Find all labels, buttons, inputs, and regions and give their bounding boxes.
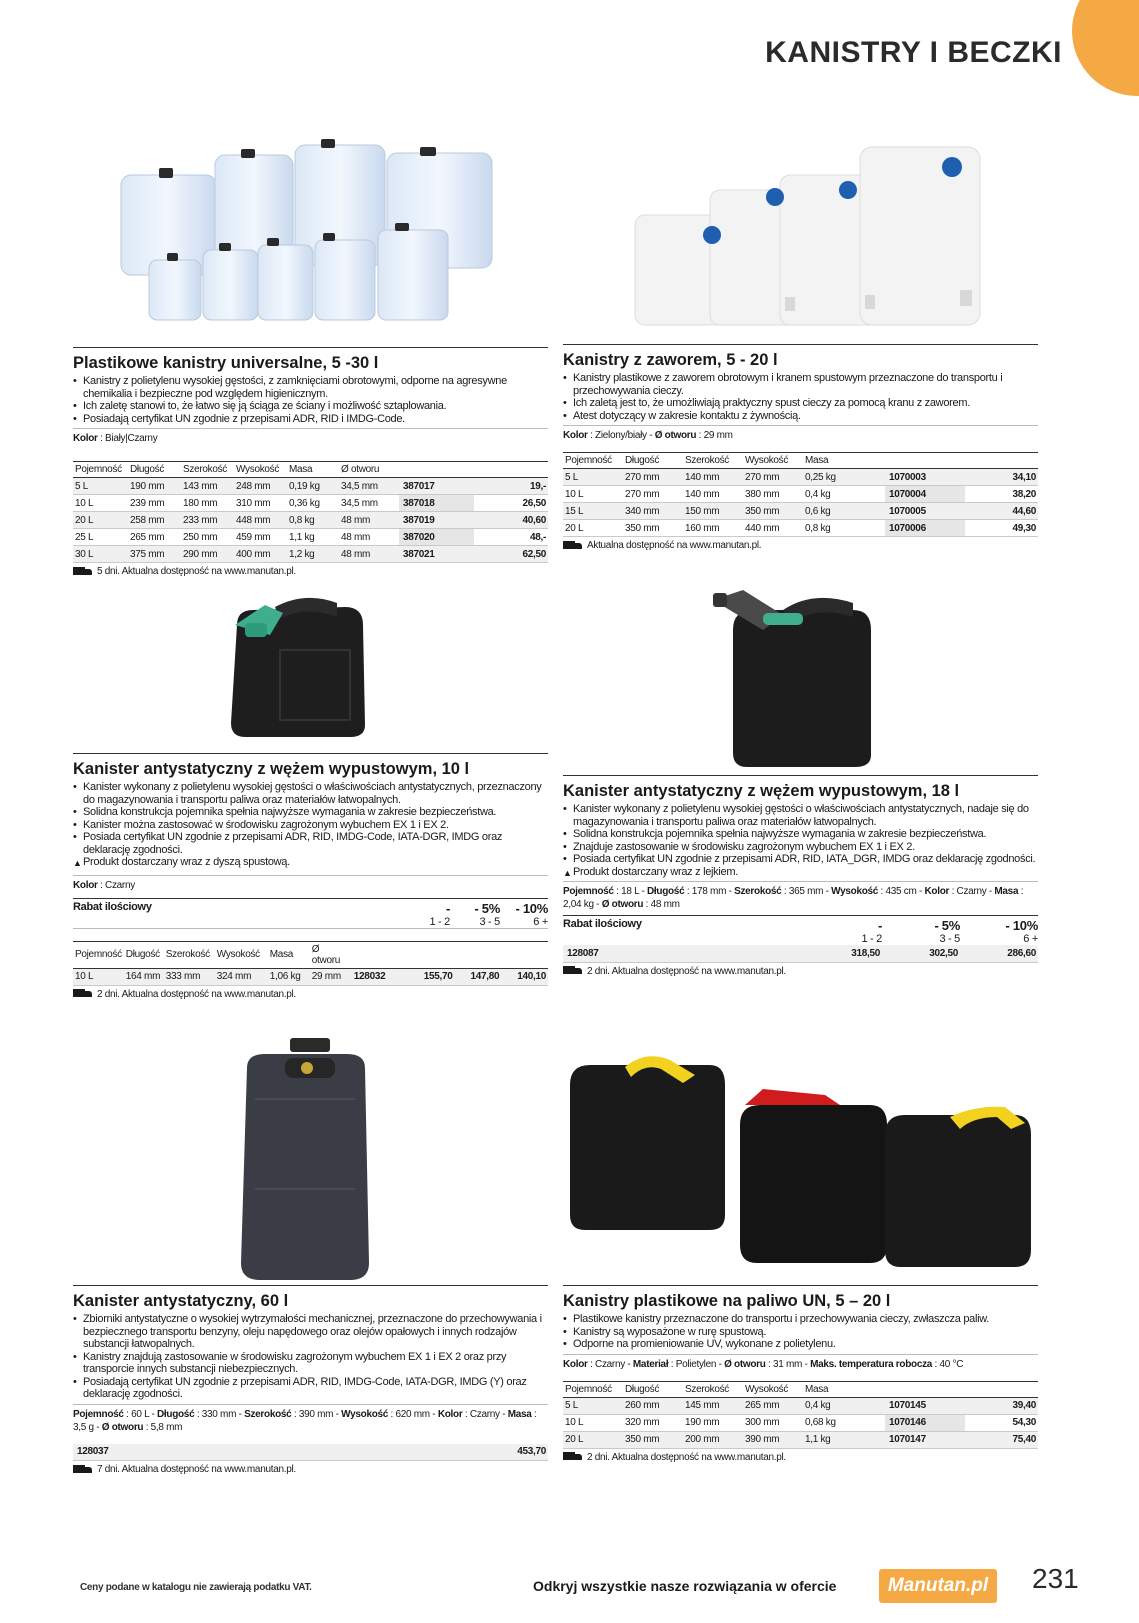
table-cell: 333 mm xyxy=(164,968,215,985)
table-cell: 459 mm xyxy=(234,529,287,546)
quantity-row: 1 - 2 3 - 5 6 + xyxy=(861,933,1038,945)
delivery-info: 7 dni. Aktualna dostępność na www.manutan.pl. xyxy=(73,1464,548,1475)
table-cell: 180 mm xyxy=(181,495,234,512)
table-row xyxy=(73,495,548,512)
price-cell: 48,- xyxy=(474,529,548,546)
delivery-info: 5 dni. Aktualna dostępność na www.manutan.pl. xyxy=(73,566,548,577)
product-title: Kanister antystatyczny z wężem wypustowym, 10 l xyxy=(73,760,470,778)
table-row xyxy=(563,503,1038,520)
product-antistatic-60l xyxy=(73,1285,548,1475)
price-cell: 302,50 xyxy=(882,945,960,962)
article-number[interactable]: 387020 xyxy=(399,529,474,546)
price-cell: 44,60 xyxy=(965,503,1038,520)
table-row xyxy=(563,1414,1038,1431)
table-row xyxy=(563,1397,1038,1414)
table-cell: 320 mm xyxy=(623,1414,683,1431)
table-cell: 290 mm xyxy=(181,546,234,563)
table-cell: 310 mm xyxy=(234,495,287,512)
table-cell: 5 L xyxy=(563,1397,623,1414)
product-meta: Pojemność : 60 L - Długość : 330 mm - Szerokość : 390 mm - Wysokość : 620 mm - Kolor : Czarny - Masa : 3,5 g - Ø otworu : 5,8 mm xyxy=(73,1404,548,1434)
truck-icon xyxy=(73,567,93,577)
product-meta: Kolor : Czarny - Materiał : Polietylen - Ø otworu : 31 mm - Maks. temperatura robocza : 40 °C xyxy=(563,1354,1038,1371)
footer-tagline: Odkryj wszystkie nasze rozwiązania w ofercie xyxy=(533,1578,837,1594)
table-cell: 239 mm xyxy=(128,495,181,512)
table-row xyxy=(563,469,1038,486)
page-title: KANISTRY I BECZKI xyxy=(765,36,1062,69)
table-cell: 0,4 kg xyxy=(803,486,885,503)
table-cell: 143 mm xyxy=(181,478,234,495)
page-number: 231 xyxy=(1032,1563,1079,1594)
article-number[interactable]: 1070003 xyxy=(885,469,965,486)
table-cell: 324 mm xyxy=(215,968,268,985)
price-cell: 54,30 xyxy=(965,1414,1038,1431)
divider xyxy=(563,1285,1038,1286)
table-cell: 34,5 mm xyxy=(339,478,399,495)
feature-item: • Kanistry z polietylenu wysokiej gęstości, z zamknięciami obrotowymi, odporne na agresywne chemikalia i bezpieczne pod względem higienicznym. xyxy=(73,375,548,400)
table-cell: 0,8 kg xyxy=(287,512,339,529)
table-cell: 265 mm xyxy=(743,1397,803,1414)
article-number[interactable]: 387017 xyxy=(399,478,474,495)
spec-table xyxy=(73,1444,548,1462)
product-image-valve xyxy=(630,135,1010,335)
product-universal-canisters xyxy=(73,347,548,577)
table-cell: 448 mm xyxy=(234,512,287,529)
table-row xyxy=(73,529,548,546)
feature-item: • Kanistry plastikowe z zaworem obrotowym i kranem spustowym przeznaczone do transportu i przechowywania cieczy. xyxy=(563,372,1038,397)
product-note: ▲ Produkt dostarczany wraz z dyszą spustową. xyxy=(73,856,548,869)
table-cell: 0,6 kg xyxy=(803,503,885,520)
table-cell: 20 L xyxy=(563,1431,623,1448)
price-cell: 39,40 xyxy=(965,1397,1038,1414)
delivery-info: 2 dni. Aktualna dostępność na www.manutan.pl. xyxy=(563,1452,1038,1463)
table-cell: 48 mm xyxy=(339,512,399,529)
feature-item: • Atest dotyczący w zakresie kontaktu z żywnością. xyxy=(563,410,1038,423)
truck-icon xyxy=(73,989,93,999)
feature-item: • Posiada certyfikat UN zgodnie z przepisami ADR, RID, IMDG-Code, IATA-DGR, IMDG oraz deklarację zgodności. xyxy=(73,831,548,856)
table-cell: 10 L xyxy=(73,968,124,985)
truck-icon xyxy=(563,1452,583,1462)
feature-item: • Kanister można zastosować w środowisku zagrożonym wybuchem EX 1 i EX 2. xyxy=(73,819,548,832)
price-cell: 147,80 xyxy=(455,968,502,985)
article-number[interactable]: 1070004 xyxy=(885,486,965,503)
table-cell: 200 mm xyxy=(683,1431,743,1448)
table-cell: 15 L xyxy=(563,503,623,520)
feature-item: • Plastikowe kanistry przeznaczone do transportu i przechowywania cieczy, zwłaszcza paliw. xyxy=(563,1313,1038,1326)
feature-item: • Posiadają certyfikat UN zgodnie z przepisami ADR, RID, IMDG-Code, IATA-DGR, IMDG (Y) oraz deklarację zgodności. xyxy=(73,1376,548,1401)
table-cell: 375 mm xyxy=(128,546,181,563)
table-cell: 400 mm xyxy=(234,546,287,563)
divider xyxy=(563,775,1038,776)
table-cell: 260 mm xyxy=(623,1397,683,1414)
table-cell: 258 mm xyxy=(128,512,181,529)
table-cell: 25 L xyxy=(73,529,128,546)
feature-list xyxy=(563,1313,1038,1351)
table-cell: 29 mm xyxy=(310,968,350,985)
price-cell: 155,70 xyxy=(408,968,455,985)
quantity-row: 1 - 2 3 - 5 6 + xyxy=(73,916,548,929)
article-number[interactable]: 128037 xyxy=(73,1444,327,1461)
table-cell: 0,19 kg xyxy=(287,478,339,495)
feature-item: • Ich zaletę stanowi to, że łatwo się ją ściąga ze ściany i możliwość sztaplowania. xyxy=(73,400,548,413)
article-number[interactable]: 1070006 xyxy=(885,520,965,537)
price-cell: 140,10 xyxy=(501,968,548,985)
table-row xyxy=(73,512,548,529)
table-cell: 48 mm xyxy=(339,546,399,563)
price-cell: 38,20 xyxy=(965,486,1038,503)
table-cell: 265 mm xyxy=(128,529,181,546)
table-row xyxy=(73,1444,548,1461)
table-cell: 1,1 kg xyxy=(803,1431,885,1448)
table-cell: 20 L xyxy=(563,520,623,537)
article-number[interactable]: 1070147 xyxy=(885,1431,965,1448)
table-cell: 270 mm xyxy=(623,469,683,486)
table-cell: 0,36 kg xyxy=(287,495,339,512)
table-row xyxy=(563,945,1038,962)
price-cell: 62,50 xyxy=(474,546,548,563)
article-number[interactable]: 1070005 xyxy=(885,503,965,520)
article-number[interactable]: 1070145 xyxy=(885,1397,965,1414)
delivery-info: 2 dni. Aktualna dostępność na www.manutan.pl. xyxy=(73,989,548,1000)
price-cell: 26,50 xyxy=(474,495,548,512)
price-cell: 19,- xyxy=(474,478,548,495)
article-number[interactable]: 1070146 xyxy=(885,1414,965,1431)
feature-list xyxy=(73,781,548,869)
product-title: Plastikowe kanistry universalne, 5 -30 l xyxy=(73,354,379,372)
table-cell: 0,68 kg xyxy=(803,1414,885,1431)
table-cell: 190 mm xyxy=(128,478,181,495)
table-cell: 350 mm xyxy=(623,1431,683,1448)
feature-item: • Kanistry są wyposażone w rurę spustową. xyxy=(563,1326,1038,1339)
table-cell: 190 mm xyxy=(683,1414,743,1431)
product-antistatic-18l xyxy=(563,775,1038,977)
vat-note: Ceny podane w katalogu nie zawierają podatku VAT. xyxy=(80,1582,312,1593)
table-row xyxy=(73,546,548,563)
product-antistatic-10l xyxy=(73,753,548,1000)
feature-list xyxy=(563,372,1038,422)
feature-list xyxy=(563,803,1038,878)
product-image-antistatic-60l xyxy=(235,1038,375,1283)
feature-item: • Posiadają certyfikat UN zgodnie z przepisami ADR, RID i IMDG-Code. xyxy=(73,413,548,426)
table-cell: 340 mm xyxy=(623,503,683,520)
table-row xyxy=(73,478,548,495)
product-meta: Kolor : Czarny xyxy=(73,875,548,892)
price-cell: 318,50 xyxy=(822,945,882,962)
product-image-fuel-un xyxy=(565,1045,1035,1275)
product-meta: Pojemność : 18 L - Długość : 178 mm - Szerokość : 365 mm - Wysokość : 435 cm - Kolor : Czarny - Masa : 2,04 kg - Ø otworu : 48 mm xyxy=(563,881,1038,911)
table-cell: 248 mm xyxy=(234,478,287,495)
table-cell: 145 mm xyxy=(683,1397,743,1414)
table-cell: 270 mm xyxy=(623,486,683,503)
table-cell: 1,1 kg xyxy=(287,529,339,546)
table-cell: 380 mm xyxy=(743,486,803,503)
truck-icon xyxy=(563,966,583,976)
table-cell: 10 L xyxy=(73,495,128,512)
product-title: Kanister antystatyczny, 60 l xyxy=(73,1292,289,1310)
table-cell: 5 L xyxy=(73,478,128,495)
article-number[interactable]: 387018 xyxy=(399,495,474,512)
table-cell: 34,5 mm xyxy=(339,495,399,512)
product-fuel-un xyxy=(563,1285,1038,1463)
product-image-antistatic-10l xyxy=(225,595,375,740)
price-cell: 49,30 xyxy=(965,520,1038,537)
price-cell: 40,60 xyxy=(474,512,548,529)
feature-item: • Znajduje zastosowanie w środowisku zagrożonym wybuchem EX 1 i EX 2. xyxy=(563,841,1038,854)
article-number[interactable]: 387019 xyxy=(399,512,474,529)
table-cell: 150 mm xyxy=(683,503,743,520)
price-cell: 34,10 xyxy=(965,469,1038,486)
table-cell: 390 mm xyxy=(743,1431,803,1448)
table-cell: 140 mm xyxy=(683,469,743,486)
price-cell: 75,40 xyxy=(965,1431,1038,1448)
truck-icon xyxy=(73,1465,93,1475)
divider xyxy=(563,344,1038,345)
feature-item: • Kanistry znajdują zastosowanie w środowisku zagrożonym wybuchem EX 1 i EX 2 oraz przy transporcie innych substancji niebezpiecznych. xyxy=(73,1351,548,1376)
discount-header: Rabat ilościowy - - 5% - 10% xyxy=(563,915,1038,933)
table-cell: 1,06 kg xyxy=(268,968,310,985)
product-image-antistatic-18l xyxy=(703,585,878,770)
article-number[interactable]: 128032 xyxy=(350,968,408,985)
table-cell: 350 mm xyxy=(743,503,803,520)
table-cell: 233 mm xyxy=(181,512,234,529)
table-cell: 0,4 kg xyxy=(803,1397,885,1414)
spec-table xyxy=(563,945,1038,963)
divider xyxy=(73,753,548,754)
article-number[interactable]: 387021 xyxy=(399,546,474,563)
feature-list xyxy=(73,375,548,425)
table-cell: 48 mm xyxy=(339,529,399,546)
table-row xyxy=(563,520,1038,537)
table-cell: 350 mm xyxy=(623,520,683,537)
product-meta: Kolor : Biały|Czarny xyxy=(73,428,548,445)
table-cell: 30 L xyxy=(73,546,128,563)
table-cell: 160 mm xyxy=(683,520,743,537)
feature-list xyxy=(73,1313,548,1401)
table-row xyxy=(563,486,1038,503)
delivery-info: 2 dni. Aktualna dostępność na www.manutan.pl. xyxy=(563,966,1038,977)
feature-item: • Zbiorniki antystatyczne o wysokiej wytrzymałości mechanicznej, przeznaczone do przechowywania i bezpiecznego transportu benzyny, oleju napędowego oraz olejów opałowych i innych rodzajów substancji łatwopalnych. xyxy=(73,1313,548,1351)
feature-item: • Solidna konstrukcja pojemnika spełnia najwyższe wymagania w zakresie bezpieczeństwa. xyxy=(563,828,1038,841)
table-cell: 270 mm xyxy=(743,469,803,486)
article-number[interactable]: 128087 xyxy=(563,945,822,962)
table-cell: 20 L xyxy=(73,512,128,529)
feature-item: • Solidna konstrukcja pojemnika spełnia najwyższe wymagania w zakresie bezpieczeństwa. xyxy=(73,806,548,819)
table-cell: 10 L xyxy=(563,1414,623,1431)
truck-icon xyxy=(563,541,583,551)
table-cell: 0,8 kg xyxy=(803,520,885,537)
table-row xyxy=(73,968,548,985)
feature-item: • Kanister wykonany z polietylenu wysokiej gęstości o właściwościach antystatycznych, nadaje się do magazynowania i transportu paliwa oraz materiałów łatwopalnych. xyxy=(563,803,1038,828)
feature-item: • Kanister wykonany z polietylenu wysokiej gęstości o właściwościach antystatycznych, przeznaczony do magazynowania i transportu paliwa oraz materiałów łatwopalnych. xyxy=(73,781,548,806)
feature-item: • Odporne na promieniowanie UV, wykonane z polietylenu. xyxy=(563,1338,1038,1351)
spec-table: Pojemność Długość Szerokość Wysokość Masa 5 L 260 mm 145 mm 265 mm 0,4 kg 1070145 39,40 10 L 320 mm 190 mm 300 mm 0,68 kg 1070146 54,30 20 L 350 mm 200 mm 390 mm 1,1 kg 1070147 75,40 xyxy=(563,1381,1038,1449)
discount-header: Rabat ilościowy - - 5% - 10% xyxy=(73,898,548,916)
table-cell: 140 mm xyxy=(683,486,743,503)
table-cell: 1,2 kg xyxy=(287,546,339,563)
feature-item: • Ich zaletą jest to, że umożliwiają praktyczny spust cieczy za pomocą kranu z zaworem. xyxy=(563,397,1038,410)
table-cell: 0,25 kg xyxy=(803,469,885,486)
delivery-info: Aktualna dostępność na www.manutan.pl. xyxy=(563,540,1038,551)
table-cell: 164 mm xyxy=(124,968,164,985)
product-title: Kanistry plastikowe na paliwo UN, 5 – 20 l xyxy=(563,1292,891,1310)
table-row xyxy=(563,1431,1038,1448)
table-cell: 300 mm xyxy=(743,1414,803,1431)
manutan-logo[interactable]: Manutan.pl xyxy=(879,1569,997,1603)
spec-table: Pojemność Długość Szerokość Wysokość Masa 5 L 270 mm 140 mm 270 mm 0,25 kg 1070003 34,10 10 L 270 mm 140 mm 380 mm 0,4 kg 1070004 38,20 15 L 340 mm 150 mm 350 mm 0,6 kg 1070005 44,60 20 L 350 mm 160 mm 440 mm 0,8 kg 1070006 49,30 xyxy=(563,452,1038,537)
table-cell: 5 L xyxy=(563,469,623,486)
spec-table: Pojemność Długość Szerokość Wysokość Masa Ø otworu 5 L 190 mm 143 mm 248 mm 0,19 kg 34,5 mm 387017 19,- 10 L 239 mm 180 mm 310 mm 0,36 kg 34,5 mm 387018 26,50 20 L 258 mm 233 mm 448 mm 0,8 kg 48 mm 387019 40,60 25 L 265 mm 250 mm 459 mm 1,1 kg 48 mm 387020 48,- 30 L 375 mm 290 mm 400 mm 1,2 kg 48 mm 387021 62,50 xyxy=(73,461,548,563)
price-cell: 453,70 xyxy=(327,1444,548,1461)
product-meta: Kolor : Zielony/biały - Ø otworu : 29 mm xyxy=(563,425,1038,442)
corner-tab xyxy=(1072,0,1139,96)
table-cell: 440 mm xyxy=(743,520,803,537)
product-valve-canisters xyxy=(563,344,1038,551)
table-cell: 250 mm xyxy=(181,529,234,546)
feature-item: • Posiada certyfikat UN zgodnie z przepisami ADR, RID, IATA_DGR, IMDG oraz deklarację zgodności. xyxy=(563,853,1038,866)
product-image-universal xyxy=(115,135,535,325)
price-cell: 286,60 xyxy=(960,945,1038,962)
divider xyxy=(73,1285,548,1286)
product-title: Kanister antystatyczny z wężem wypustowym, 18 l xyxy=(563,782,960,800)
product-note: ▲ Produkt dostarczany wraz z lejkiem. xyxy=(563,866,1038,879)
divider xyxy=(73,347,548,348)
spec-table: Pojemność Długość Szerokość Wysokość Masa Ø otworu 10 L 164 mm 333 mm 324 mm 1,06 kg 29 mm 128032 155,70 147,80 140,10 xyxy=(73,941,548,986)
table-cell: 10 L xyxy=(563,486,623,503)
product-title: Kanistry z zaworem, 5 - 20 l xyxy=(563,351,778,369)
